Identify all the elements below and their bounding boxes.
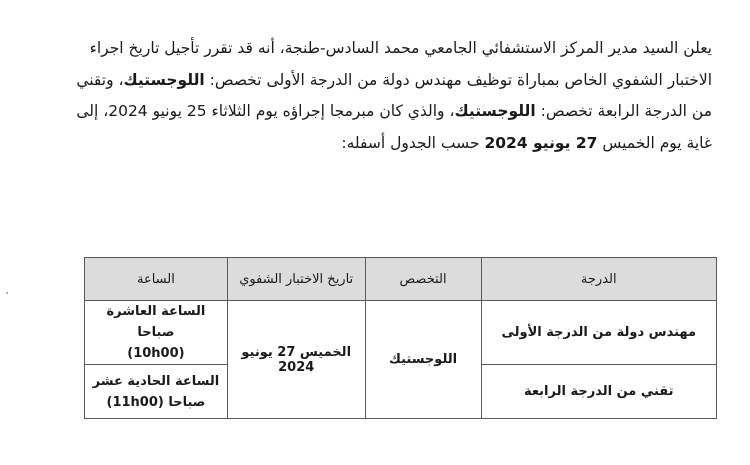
specialty-cell: اللوجستيك <box>365 301 481 419</box>
table-row <box>85 301 717 365</box>
header-exam-date: تاريخ الاختبار الشفوي <box>227 258 365 301</box>
header-time: الساعة <box>85 258 228 301</box>
time-cell <box>85 365 228 419</box>
time-code: (10h00) <box>127 346 185 361</box>
announcement-new-date: 27 يونيو 2024 <box>484 133 598 152</box>
announcement-paragraph <box>60 33 712 159</box>
announcement-specialty-2: اللوجستيك <box>454 102 536 120</box>
scan-speck <box>6 292 8 294</box>
exam-date-cell: الخميس 27 يونيو 2024 <box>227 301 365 419</box>
time-text: الساعة العاشرة صباحا <box>106 304 206 340</box>
announcement-text-3: ، والذي كان مبرمجا إجراؤه يوم الثلاثاء 25 يونيو 2024، إلى غاية يوم الخميس <box>76 102 712 152</box>
header-grade: الدرجة <box>481 258 717 301</box>
header-specialty: التخصص <box>365 258 481 301</box>
schedule-table <box>84 257 717 419</box>
announcement-text-4: حسب الجدول أسفله: <box>341 133 485 152</box>
announcement-text-2: ، وتقني من الدرجة الرابعة تخصص: <box>76 70 712 120</box>
table-header-row <box>85 258 717 301</box>
grade-cell: مهندس دولة من الدرجة الأولى <box>481 301 717 365</box>
time-code: صباحا (11h00) <box>106 394 206 410</box>
time-cell <box>85 301 228 365</box>
grade-cell: تقني من الدرجة الرابعة <box>481 365 717 419</box>
time-text: الساعة الحادية عشر <box>92 373 220 389</box>
announcement-text-1: يعلن السيد مدير المركز الاستشفائي الجامعي محمد السادس-طنجة، أنه قد تقرر تأجيل تاريخ اجراء الاختبار الشفوي الخاص بمباراة توظيف مهندس دولة من الدرجة الأولى تخصص: <box>89 39 712 89</box>
announcement-specialty-1: اللوجستيك <box>123 70 205 89</box>
